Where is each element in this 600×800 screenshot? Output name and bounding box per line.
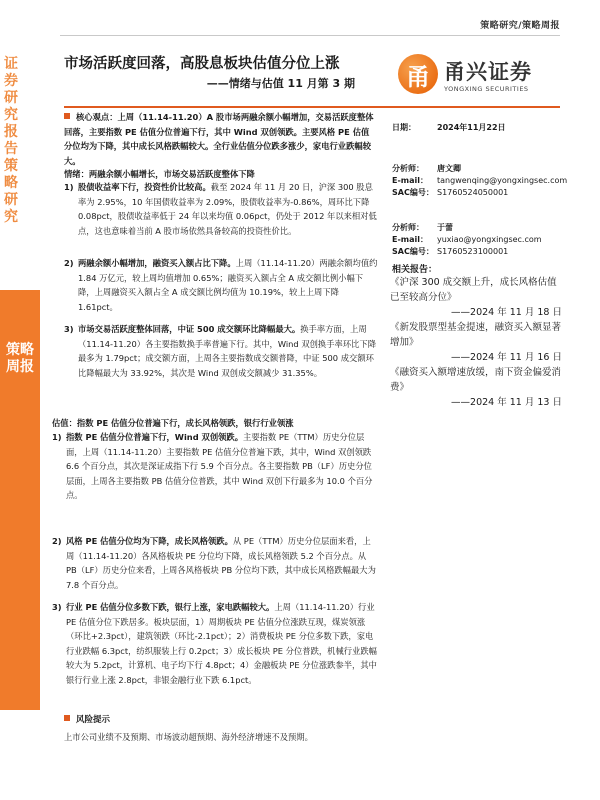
item-lead: 市场交易活跃度整体回落，中证 500 成交额环比降幅最大。 (78, 324, 301, 334)
related-report-title[interactable]: 《沪深 300 成交额上升，成长风格估值已至较高分位》 (390, 277, 557, 303)
company-logo (398, 54, 558, 100)
item-number: 2) (52, 536, 62, 546)
logo-name: 甬兴证券 (444, 60, 532, 84)
list-item (52, 534, 378, 592)
item-number: 3) (52, 602, 62, 612)
risk-text: 上市公司业绩不及预期、市场波动超预期、海外经济增速不及预期。 (64, 732, 313, 742)
core-label: 核心观点： (76, 112, 118, 122)
related-report-title[interactable]: 《融资买入额增速放缓，南下资金偏爱消费》 (390, 367, 562, 393)
list-item (64, 322, 378, 380)
valuation-heading: 估值：指数 PE 估值分位普遍下行，成长风格领跌，银行行业领涨 (52, 418, 294, 428)
item-number: 1) (52, 432, 62, 442)
core-view (64, 110, 374, 168)
analyst-1: 分析师： 唐文卿 E-mail： tangwenqing@yongxingsec.com SAC编号： S1760524050001 (392, 164, 568, 197)
sidebar-bottom (0, 290, 40, 710)
related-report-date: ——2024 年 11 月 13 日 (451, 396, 562, 408)
related-report-item[interactable] (390, 366, 562, 410)
item-text: 主要指数 PE（TTM）历史分位层面，上周（11.14-11.20）主要指数 PE 估值分位普遍下跌，其中，Wind 双创领跌 6.6 个百分点，其次是深证成指下行 5.9 个百分点。各主要指数 PB（LF）历史分位层面，上周各主要指数 PB 估值分位普跌，其中 Wind 双创下行最多为 10.0 个百分点。 (66, 432, 373, 501)
related-report-title[interactable]: 《新发股票型基金提速，融资买入额显著增加》 (390, 322, 562, 348)
list-item (64, 180, 378, 238)
report-date: 日期： 2024年11月22日 (392, 123, 506, 132)
item-number: 3) (64, 324, 74, 334)
item-number: 1) (64, 182, 74, 192)
item-lead: 指数 PE 估值分位普遍下行，Wind 双创领跌。 (66, 432, 244, 442)
related-report-date: ——2024 年 11 月 16 日 (451, 351, 562, 363)
logo-english-name: YONGXING SECURITIES (444, 85, 529, 93)
item-lead: 风格 PE 估值分位均为下降，成长风格领跌。 (66, 536, 233, 546)
header-divider (64, 106, 560, 108)
report-subtitle: ——情绪与估值 11 月第 3 期 (206, 77, 355, 90)
item-lead: 两融余额小幅增加，融资买入额占比下降。 (78, 258, 236, 268)
analyst-2: 分析师： 于蕾 E-mail： yuxiao@yongxingsec.com SAC编号： S1760523100001 (392, 223, 542, 256)
item-text: 上周（11.14-11.20）两融余额均值约 1.84 万亿元，较上周均值增加 0.65%；融资买入额占全 A 成交额比例小幅下降，上周融资买入额占全 A 成交额比例均值为 10.19%，较上上周下降 1.61pct。 (78, 258, 378, 312)
list-item (52, 430, 378, 503)
sentiment-heading: 情绪：两融余额小幅增长，市场交易活跃度整体下降 (64, 169, 255, 179)
item-number: 2) (64, 258, 74, 268)
report-title: 市场活跃度回落，高股息板块估值分位上涨 (64, 56, 340, 72)
top-divider (60, 35, 560, 36)
bullet-square-icon (64, 113, 70, 119)
related-report-item[interactable] (390, 276, 562, 320)
item-lead: 行业 PE 估值分位多数下跌，银行上涨，家电跌幅较大。 (66, 602, 275, 612)
sidebar-top-text: 证券研究报告 策略研究 (4, 56, 18, 225)
core-text: 上周（11.14-11.20）A 股市场两融余额小幅增加，交易活跃度整体回落，主要指数 PE 估值分位普遍下行，其中 Wind 双创领跌。主要风格 PE 估值分位均为下降，其中成长风格跌幅较大。全行业估值分位跌多涨少，家电行业跌幅较大。 (64, 112, 374, 166)
list-item (52, 600, 378, 688)
logo-mark-icon: 甬 (398, 54, 438, 94)
bullet-square-icon (64, 715, 70, 721)
sidebar-bottom-text: 策略周报 (6, 342, 34, 375)
related-report-date: ——2024 年 11 月 18 日 (451, 306, 562, 318)
item-text: 截至 2024 年 11 月 20 日，沪深 300 股息率为 2.95%，10 年国债收益率为 2.09%，股债收益率为-0.86%，周环比下降 0.08pct，股债收益率低于 24 年以来均值 0.06pct，仍处于 2012 年以来相对低点，这也意味着当前 A 股市场依然具备较高的投资性价比。 (78, 182, 377, 236)
risk-heading: 风险提示 (64, 713, 110, 725)
related-reports-heading: 相关报告： (392, 265, 438, 275)
item-lead: 股债收益率下行，投资性价比较高。 (78, 182, 211, 192)
item-text: 换手率方面，上周（11.14-11.20）各主要指数换手率普遍下行。其中，Wind 双创换手率环比下降最多为 1.79pct；成交额方面，上周各主要指数成交额普降，中证 500 成交额环比降幅最大为 33.92%，其次是 Wind 双创成交额减少 31.35%。 (78, 324, 377, 378)
report-category-tag: 策略研究/策略周报 (480, 21, 560, 31)
item-text: 上周（11.14-11.20）行业 PE 估值分位下跌居多。板块层面，1）周期板块 PE 估值分位涨跌互现，煤炭领涨（环比+2.3pct），建筑领跌（环比-2.1pct）；2）消费板块 PE 分位多数下跌，家电行业跌幅 6.3pct，纺织服装上行 0.2pct；3）成长板块 PE 分位普跌，机械行业跌幅较大为 5.2pct，计算机、电子均下行 4.8pct；4）金融板块 PE 分位涨跌参半，其中银行行业上涨 2.8pct，非银金融行业下跌 6.1pct。 (66, 602, 377, 685)
item-text: 从 PE（TTM）历史分位层面来看，上周（11.14-11.20）各风格板块 PE 分位均下降，成长风格领跌 5.2 个百分点。从 PB（LF）历史分位来看，上周各风格板块 PB 分位均下跌，其中成长风格跌幅最大为 7.8 个百分点。 (66, 536, 376, 590)
list-item (64, 256, 378, 314)
related-report-item[interactable] (390, 321, 562, 365)
sidebar-top (0, 56, 22, 302)
